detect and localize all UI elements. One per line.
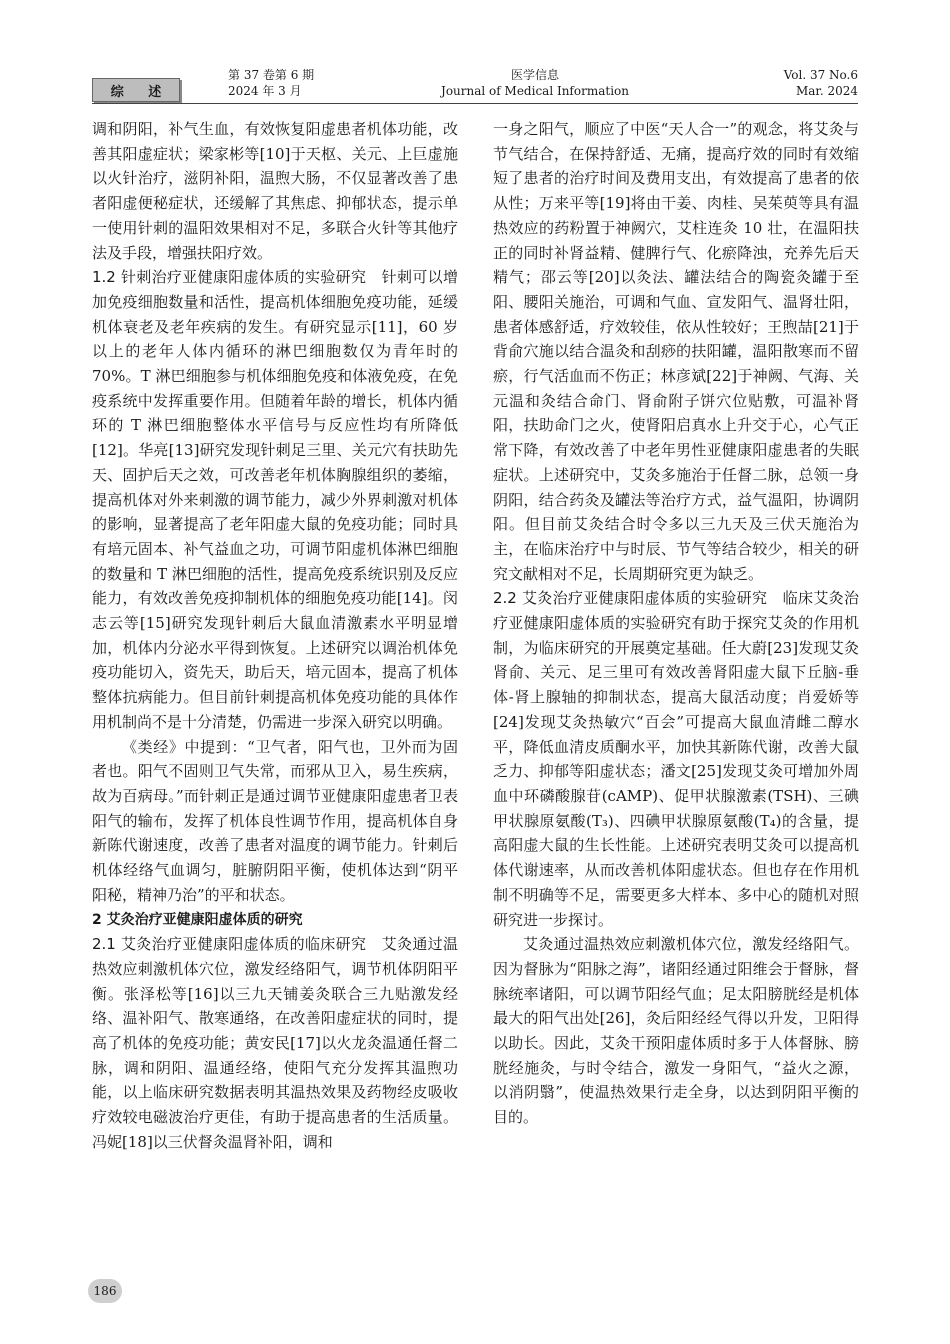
paragraph: 《类经》中提到：“卫气者，阳气也，卫外而为固者也。阳气不固则卫气失常，而邪从卫入，易生疾病，故为百病母。”而针刺正是通过调节亚健康阳虚患者卫表阳气的输布，发挥了机体良性调节作用，提高机体自身新陈代谢速度，改善了患者对温度的调节能力。针刺后机体经络气血调匀，脏腑阴阳平衡，使机体达到“阴平阳秘，精神乃治”的平和状态。 — [92, 737, 458, 904]
header-rule — [92, 103, 858, 104]
heading-2: 2 艾灸治疗亚健康阳虚体质的研究 — [92, 911, 303, 928]
right-column — [493, 117, 859, 1130]
page-number: 186 — [88, 1279, 122, 1303]
paragraph: 艾灸通过温热效应刺激机体穴位，激发经络阳气，调节机体阴阳平衡。张泽松等[16]以三九天铺姜灸联合三九贴激发经络、温补阳气、散寒通络，在改善阳虚症状的同时，提高了机体的免疫功能；黄安民[17]以火龙灸温通任督二脉，调和阴阳、温通经络，使阳气充分发挥其温煦功能，以上临床研究数据表明其温热效果及药物经皮吸收疗效较电磁波治疗更佳，有助于提高患者的生活质量。冯妮[18]以三伏督灸温肾补阳，调和 — [92, 935, 458, 1151]
journal-title-en: Journal of Medical Information — [441, 84, 629, 98]
left-column — [92, 117, 458, 1155]
heading-2-2: 2.2 艾灸治疗亚健康阳虚体质的实验研究 — [493, 589, 768, 608]
heading-2-1: 2.1 艾灸治疗亚健康阳虚体质的临床研究 — [92, 935, 367, 954]
volume-issue: 第 37 卷第 6 期 — [228, 68, 315, 82]
section-1-2 — [92, 265, 458, 734]
date-cn: 2024 年 3 月 — [228, 84, 302, 98]
paragraph: 一身之阳气，顺应了中医“天人合一”的观念，将艾灸与节气结合，在保持舒适、无痛，提高疗效的同时有效缩短了患者的治疗时间及费用支出，有效提高了患者的依从性；万来平等[19]将由干姜、肉桂、吴茱萸等具有温热效应的药粉置于神阙穴，艾柱连灸 10 壮，在温阳扶正的同时补肾益精、健脾行气、化瘀降浊，充养先后天精气；邵云等[20]以灸法、罐法结合的陶瓷灸罐于至阳、腰阳关施治，可调和气血、宣发阳气、温肾壮阳，患者体感舒适，疗效较佳，依从性较好；王煦喆[21]于背俞穴施以结合温灸和刮痧的扶阳罐，温阳散寒而不留瘀，行气活血而不伤正；林彦斌[22]于神阙、气海、关元温和灸结合命门、肾俞附子饼穴位贴敷，可温补肾阳，扶助命门之火，使肾阳启真水上升交于心，心气正常下降，有效改善了中老年男性亚健康阳虚患者的失眠症状。上述研究中，艾灸多施治于任督二脉，总领一身阴阳，结合药灸及罐法等治疗方式，益气温阳，协调阴阳。但目前艾灸结合时令多以三九天及三伏天施治为主，在临床治疗中与时辰、节气等结合较少，相关的研究文献相对不足，长周期研究更为缺乏。 — [493, 120, 859, 583]
header-journal — [430, 67, 640, 99]
header-volume-en — [784, 67, 858, 99]
paragraph: 针刺可以增加免疫细胞数量和活性，提高机体细胞免疫功能，延缓机体衰老及老年疾病的发生。有研究显示[11]，60 岁以上的老年人体内循环的淋巴细胞数仅为青年时的 70%。T 淋巴细胞参与机体细胞免疫和体液免疫，在免疫系统中发挥重要作用。但随着年龄的增长，机体内循环的 T 淋巴细胞整体水平信号与反应性均有所降低[12]。华亮[13]研究发现针刺足三里、关元穴有扶助先天、固护后天之效，可改善老年机体胸腺组织的萎缩，提高机体对外来刺激的调节能力，减少外界刺激对机体的影响，显著提高了老年阳虚大鼠的免疫功能；同时具有培元固本、补气益血之功，可调节阳虚机体淋巴细胞的数量和 T 淋巴细胞的活性，提高免疫系统识别及反应能力，有效改善免疫抑制机体的细胞免疫功能[14]。闵志云等[15]研究发现针刺后大鼠血清激素水平明显增加，机体内分泌水平得到恢复。上述研究以调治机体免疫功能切入，资先天，助后天，培元固本，提高了机体整体抗病能力。但目前针刺提高机体免疫功能的具体作用机制尚不是十分清楚，仍需进一步深入研究以明确。 — [92, 268, 458, 731]
paragraph: 艾灸通过温热效应刺激机体穴位，激发经络阳气。因为督脉为“阳脉之海”，诸阳经通过阳维会于督脉，督脉统率诸阳，可以调节阳经气血；足太阳膀胱经是机体最大的阳气出处[26]，灸后阳经经气得以升发，卫阳得以助长。因此，艾灸干预阳虚体质时多于人体督脉、膀胱经施灸，与时令结合，激发一身阳气，“益火之源，以消阴翳”，使温热效果行走全身，以达到阴阳平衡的目的。 — [493, 935, 859, 1127]
heading-1-2: 1.2 针刺治疗亚健康阳虚体质的实验研究 — [92, 268, 367, 287]
volume-en: Vol. 37 No.6 — [783, 68, 858, 82]
header-issue-info — [228, 67, 314, 99]
section-tag: 综 述 — [92, 78, 180, 102]
paragraph: 临床艾灸治疗亚健康阳虚体质的实验研究有助于探究艾灸的作用机制，为临床研究的开展奠定基础。任大蔚[23]发现艾灸肾俞、关元、足三里可有效改善肾阳虚大鼠下丘脑-垂体-肾上腺轴的抑制状态，提高大鼠活动度；肖爱娇等[24]发现艾灸热敏穴“百会”可提高大鼠血清雌二醇水平，降低血清皮质酮水平，加快其新陈代谢，改善大鼠乏力、抑郁等阳虚状态；潘文[25]发现艾灸可增加外周血中环磷酸腺苷(cAMP)、促甲状腺激素(TSH)、三碘甲状腺原氨酸(T₃)、四碘甲状腺原氨酸(T₄)的含量，提高阳虚大鼠的生长性能。上述研究表明艾灸可以提高机体代谢速率，从而改善机体阳虚状态。但也存在作用机制不明确等不足，需要更多大样本、多中心的随机对照研究进一步探讨。 — [493, 589, 859, 929]
section-2-2 — [493, 586, 859, 932]
paragraph: 调和阴阳，补气生血，有效恢复阳虚患者机体功能，改善其阳虚症状；梁家彬等[10]于天枢、关元、上巨虚施以火针治疗，滋阴补阳，温煦大肠，不仅显著改善了患者阳虚便秘症状，还缓解了其焦虑、抑郁状态，提示单一使用针刺的温阳效果相对不足，多联合火针等其他疗法及手段，增强扶阳疗效。 — [92, 120, 458, 262]
journal-title-cn: 医学信息 — [510, 68, 559, 82]
date-en: Mar. 2024 — [795, 84, 858, 98]
section-2-1 — [92, 932, 458, 1154]
